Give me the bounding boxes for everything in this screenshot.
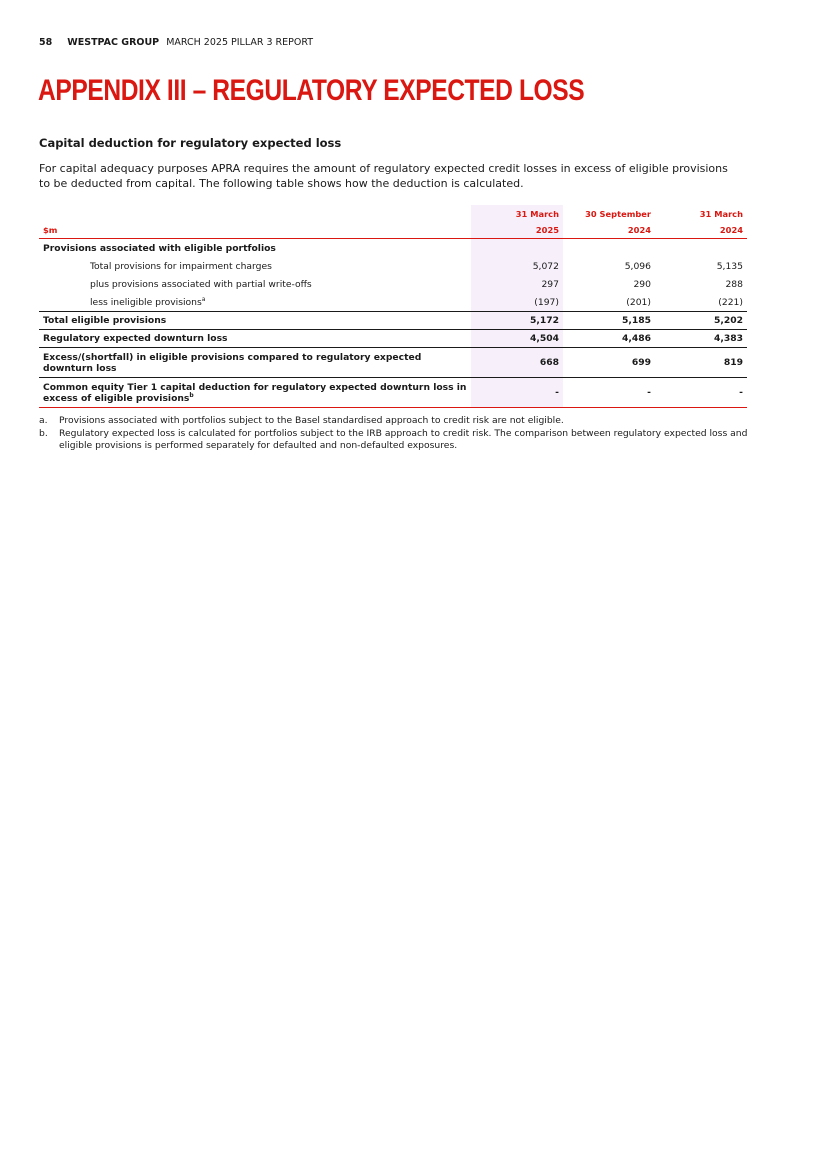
page-title: APPENDIX III – REGULATORY EXPECTED LOSS — [38, 74, 585, 107]
cell: - — [471, 378, 563, 408]
cell: (197) — [471, 293, 563, 312]
footnote-ref: b — [189, 391, 194, 399]
cell: 288 — [725, 278, 743, 290]
row-label-line1: Common equity Tier 1 capital deduction for regulatory expected downturn loss in — [43, 381, 467, 393]
page-header — [39, 37, 313, 48]
footnote-text: Regulatory expected loss is calculated for portfolios subject to the IRB approach to credit risk. The comparison between regulatory expected loss and eligible provisions is performed separately for defaulted and non-defaulted exposures. — [59, 427, 748, 451]
row-label: plus provisions associated with partial write-offs — [90, 278, 312, 290]
col-header-1-line1: 31 March — [471, 205, 563, 222]
row-label: Total eligible provisions — [39, 312, 471, 330]
table-row — [39, 239, 747, 258]
footnote-b — [39, 428, 749, 453]
brand-name: WESTPAC GROUP — [67, 37, 160, 48]
footnote-marker: b. — [39, 427, 48, 439]
intro-paragraph: For capital adequacy purposes APRA requires the amount of regulatory expected credit losses in excess of eligible provisions to be deducted from capital. The following table shows how the deduction is calculated. — [39, 162, 728, 190]
cell: - — [655, 378, 747, 408]
table-row — [39, 348, 747, 378]
cell — [563, 239, 655, 258]
cell: 5,072 — [471, 257, 563, 275]
table-row — [39, 312, 747, 330]
cell: 5,172 — [471, 312, 563, 330]
table-header-row — [39, 205, 747, 222]
col-header-2-line1: 30 September — [585, 208, 651, 219]
cell — [471, 239, 563, 258]
cell: 5,185 — [563, 312, 655, 330]
row-label-cell — [39, 348, 471, 378]
cell — [655, 239, 747, 258]
row-label: Regulatory expected downturn loss — [39, 330, 471, 348]
footnote-a — [39, 415, 749, 428]
row-label-line2: excess of eligible provisions — [43, 392, 190, 404]
cell: 5,135 — [716, 260, 743, 272]
row-label: less ineligible provisions — [90, 296, 202, 308]
table-header-row — [39, 222, 747, 239]
row-label-line2: downturn loss — [43, 362, 117, 374]
col-header-3-line1: 31 March — [699, 208, 743, 219]
cell: 4,383 — [655, 330, 747, 348]
footnote-marker: a. — [39, 415, 48, 426]
col-header-2-line2: 2024 — [563, 222, 655, 239]
row-label: Total provisions for impairment charges — [90, 260, 272, 272]
section-subtitle: Capital deduction for regulatory expected loss — [39, 136, 342, 150]
cell: 4,504 — [471, 330, 563, 348]
cell: - — [563, 378, 655, 408]
row-label-line1: Excess/(shortfall) in eligible provisions compared to regulatory expected — [43, 351, 422, 363]
cell: 819 — [655, 348, 747, 378]
section-header-label: Provisions associated with eligible portfolios — [43, 242, 276, 254]
table-row — [39, 330, 747, 348]
col-header-1-line2: 2025 — [471, 222, 563, 239]
col-header-3-line2: 2024 — [655, 222, 747, 239]
footnote-ref: a — [201, 295, 206, 303]
footnotes — [39, 415, 749, 453]
cell: (221) — [655, 293, 747, 312]
cell: 668 — [471, 348, 563, 378]
cell: 699 — [563, 348, 655, 378]
row-label-cell — [39, 378, 471, 408]
table-row — [39, 293, 747, 312]
cell: (201) — [563, 293, 655, 312]
expected-loss-table — [39, 205, 747, 408]
cell: 290 — [633, 278, 651, 290]
row-label-cell — [39, 293, 471, 312]
table-row — [39, 257, 747, 275]
footnote-text: Provisions associated with portfolios subject to the Basel standardised approach to credit risk are not eligible. — [59, 415, 564, 426]
cell: 297 — [471, 275, 563, 293]
unit-label: $m — [39, 222, 471, 239]
cell: 5,202 — [655, 312, 747, 330]
header-blank — [39, 205, 471, 222]
table-row — [39, 378, 747, 408]
table-row — [39, 275, 747, 293]
page-number: 58 — [39, 37, 53, 48]
report-name: MARCH 2025 PILLAR 3 REPORT — [166, 37, 314, 48]
cell: 4,486 — [563, 330, 655, 348]
cell: 5,096 — [624, 260, 651, 272]
